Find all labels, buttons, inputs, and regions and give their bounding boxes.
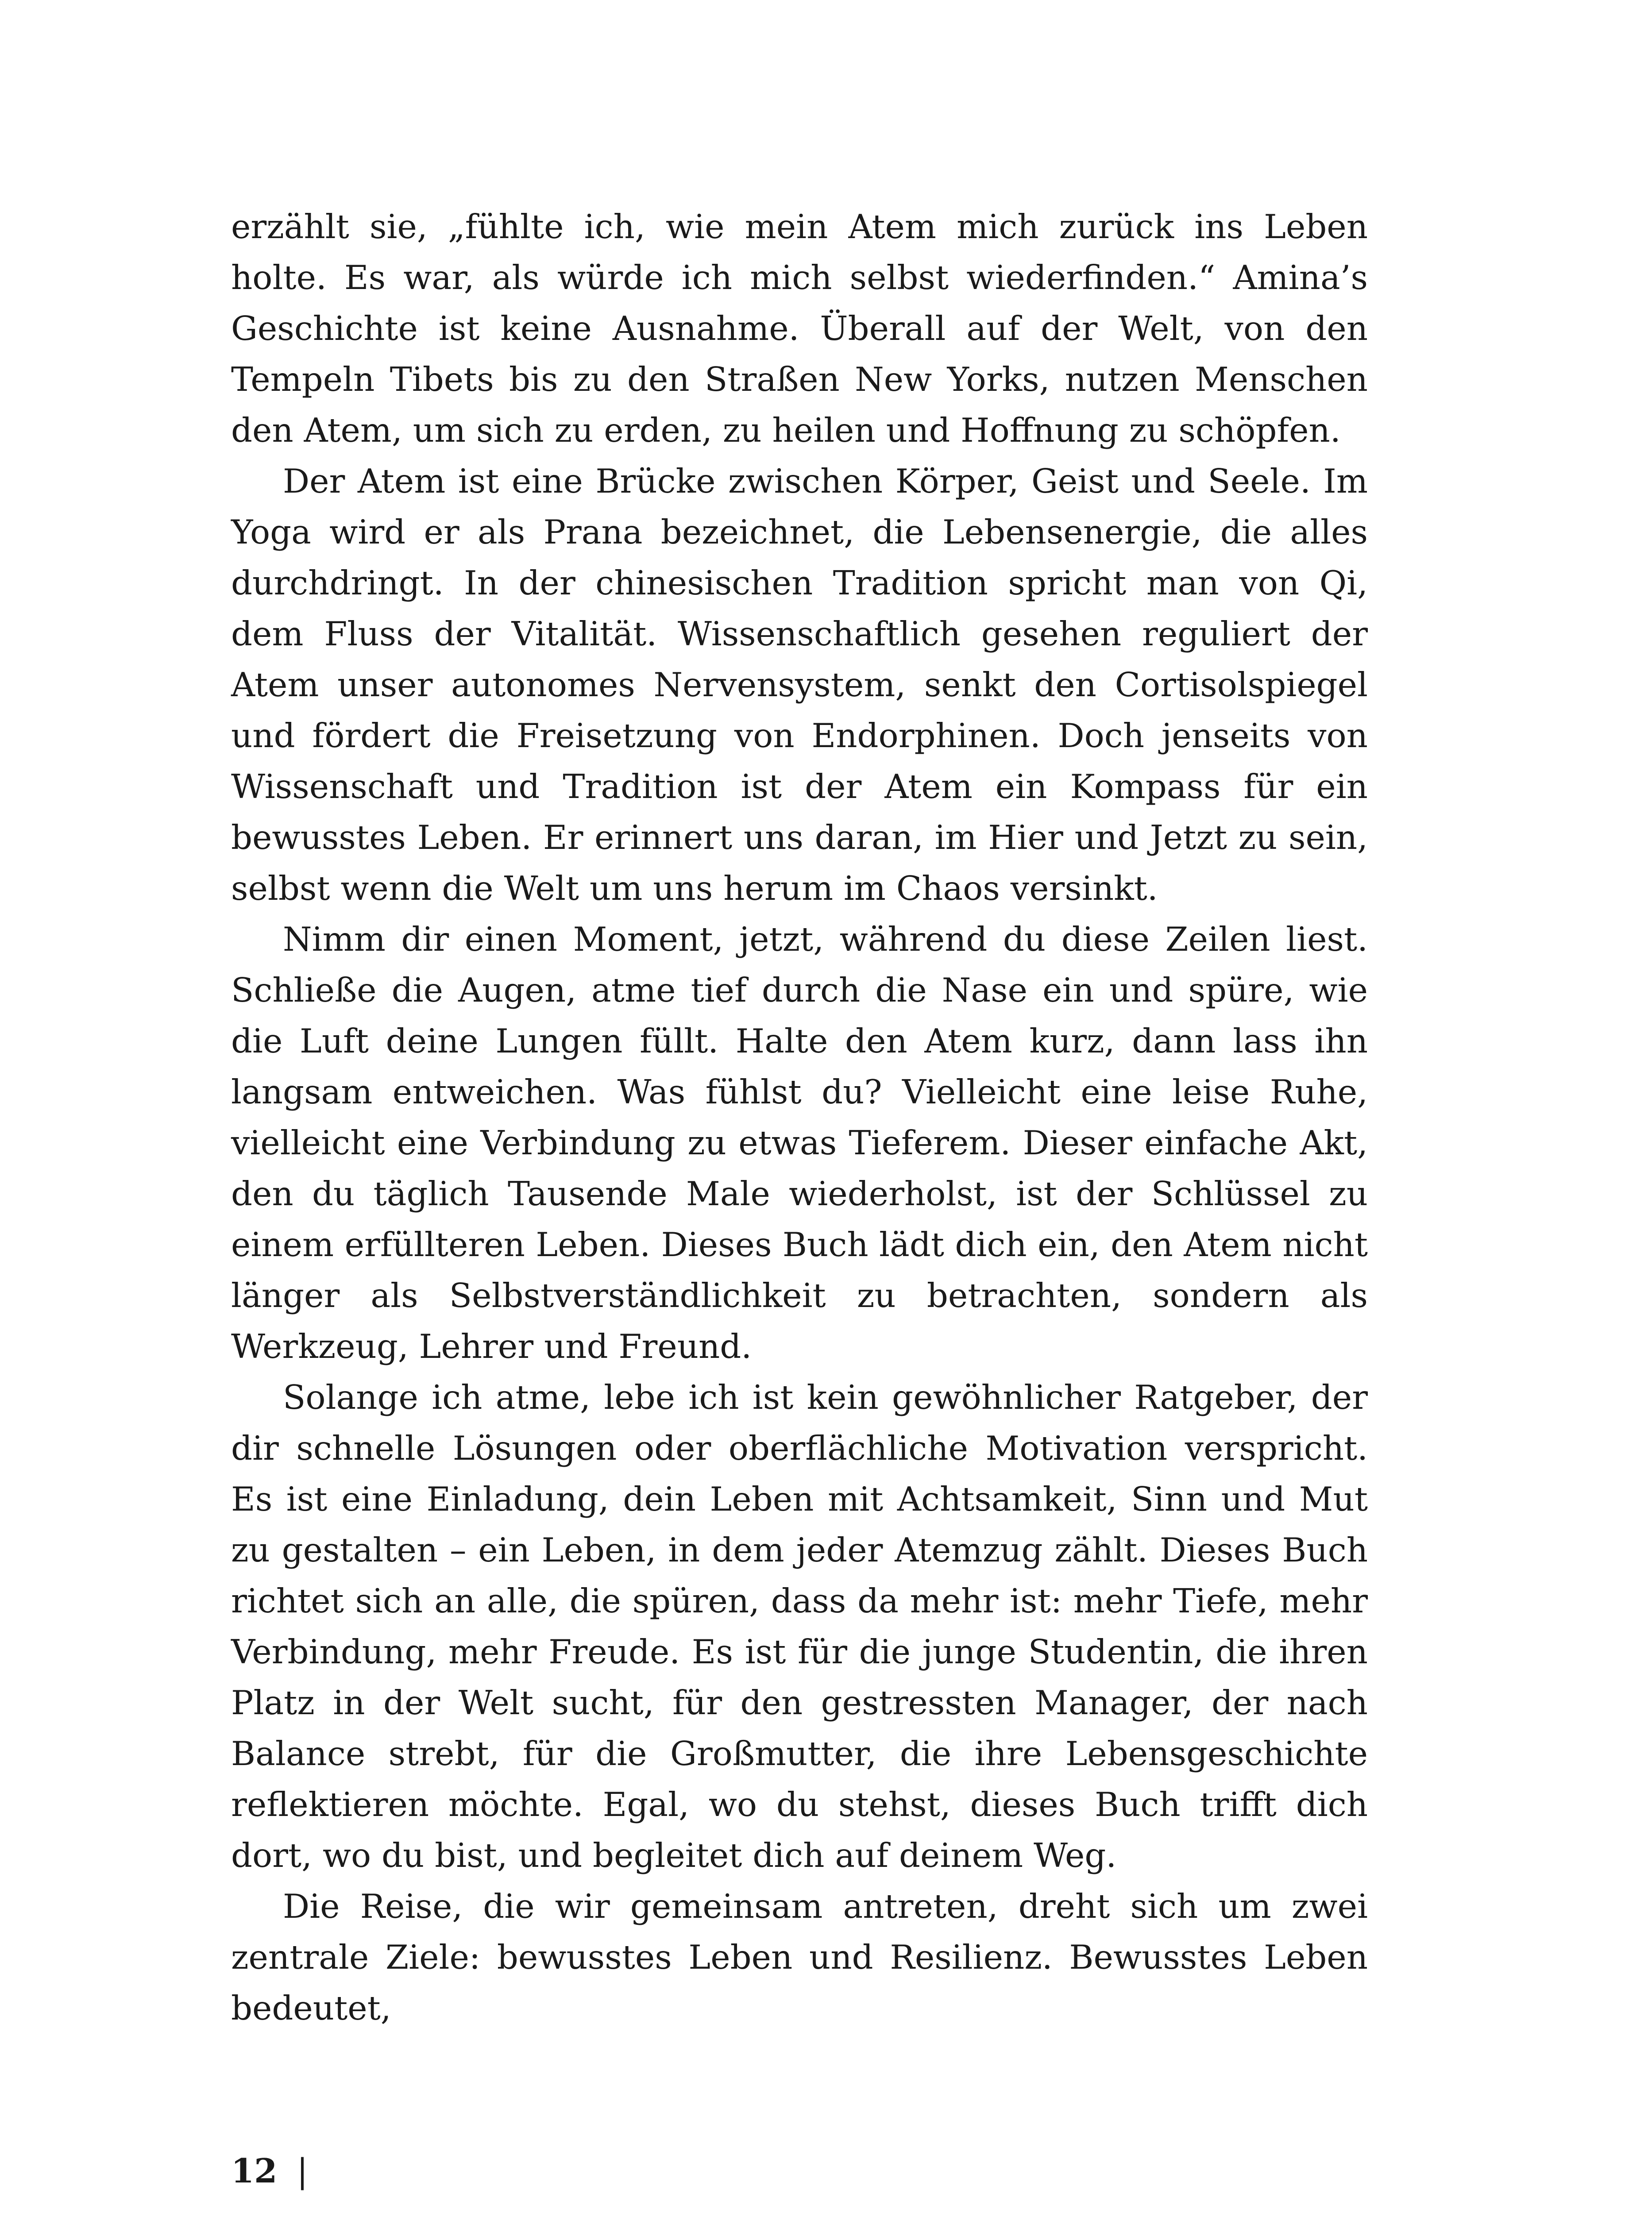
paragraph-4: Solange ich atme, lebe ich ist kein gewöhnlicher Ratgeber, der dir schnelle Lösungen oder oberflächliche Motivation verspricht. Es ist eine Einladung, dein Leben mit Achtsamkeit, Sinn und Mut zu gestalten – ein Leben, in dem jeder Atemzug zählt. Dieses Buch richtet sich an alle, die spüren, dass da mehr ist: mehr Tiefe, mehr Verbindung, mehr Freude. Es ist für die junge Studentin, die ihren Platz in der Welt sucht, für den gestressten Manager, der nach Balance strebt, für die Großmutter, die ihre Lebensgeschichte reflektieren möchte. Egal, wo du stehst, dieses Buch trifft dich dort, wo du bist, und begleitet dich auf deinem Weg. [231, 1378, 1368, 1875]
paragraph-2: Der Atem ist eine Brücke zwischen Körper, Geist und Seele. Im Yoga wird er als Prana bezeichnet, die Lebensenergie, die alles durchdringt. In der chinesischen Tradition spricht man von Qi, dem Fluss der Vitalität. Wissenschaftlich gesehen reguliert der Atem unser autonomes Nervensystem, senkt den Cortisolspiegel und fördert die Freisetzung von Endorphinen. Doch jenseits von Wissenschaft und Tradition ist der Atem ein Kompass für ein bewusstes Leben. Er erinnert uns daran, im Hier und Jetzt zu sein, selbst wenn die Welt um uns herum im Chaos versinkt. [231, 462, 1368, 908]
folio-separator: | [297, 2151, 308, 2190]
paragraph-5: Die Reise, die wir gemeinsam antreten, dreht sich um zwei zentrale Ziele: bewusstes Leben und Resilienz. Bewusstes Leben bedeutet, [231, 1887, 1368, 2028]
page-footer [231, 2146, 308, 2197]
body-text [231, 201, 1368, 2034]
page-number: 12 [231, 2151, 278, 2190]
paragraph-1: erzählt sie, „fühlte ich, wie mein Atem mich zurück ins Leben holte. Es war, als würde ich mich selbst wiederfinden.“ Amina’s Geschichte ist keine Ausnahme. Überall auf der Welt, von den Tempeln Tibets bis zu den Straßen New Yorks, nutzen Menschen den Atem, um sich zu erden, zu heilen und Hoffnung zu schöpfen. [231, 207, 1368, 450]
paragraph-3: Nimm dir einen Moment, jetzt, während du diese Zeilen liest. Schließe die Augen, atme tief durch die Nase ein und spüre, wie die Luft deine Lungen füllt. Halte den Atem kurz, dann lass ihn langsam entweichen. Was fühlst du? Vielleicht eine leise Ruhe, vielleicht eine Verbindung zu etwas Tieferem. Dieser einfache Akt, den du täglich Tausende Male wiederholst, ist der Schlüssel zu einem erfüllteren Leben. Dieses Buch lädt dich ein, den Atem nicht länger als Selbstverständlichkeit zu betrachten, sondern als Werkzeug, Lehrer und Freund. [231, 920, 1368, 1366]
